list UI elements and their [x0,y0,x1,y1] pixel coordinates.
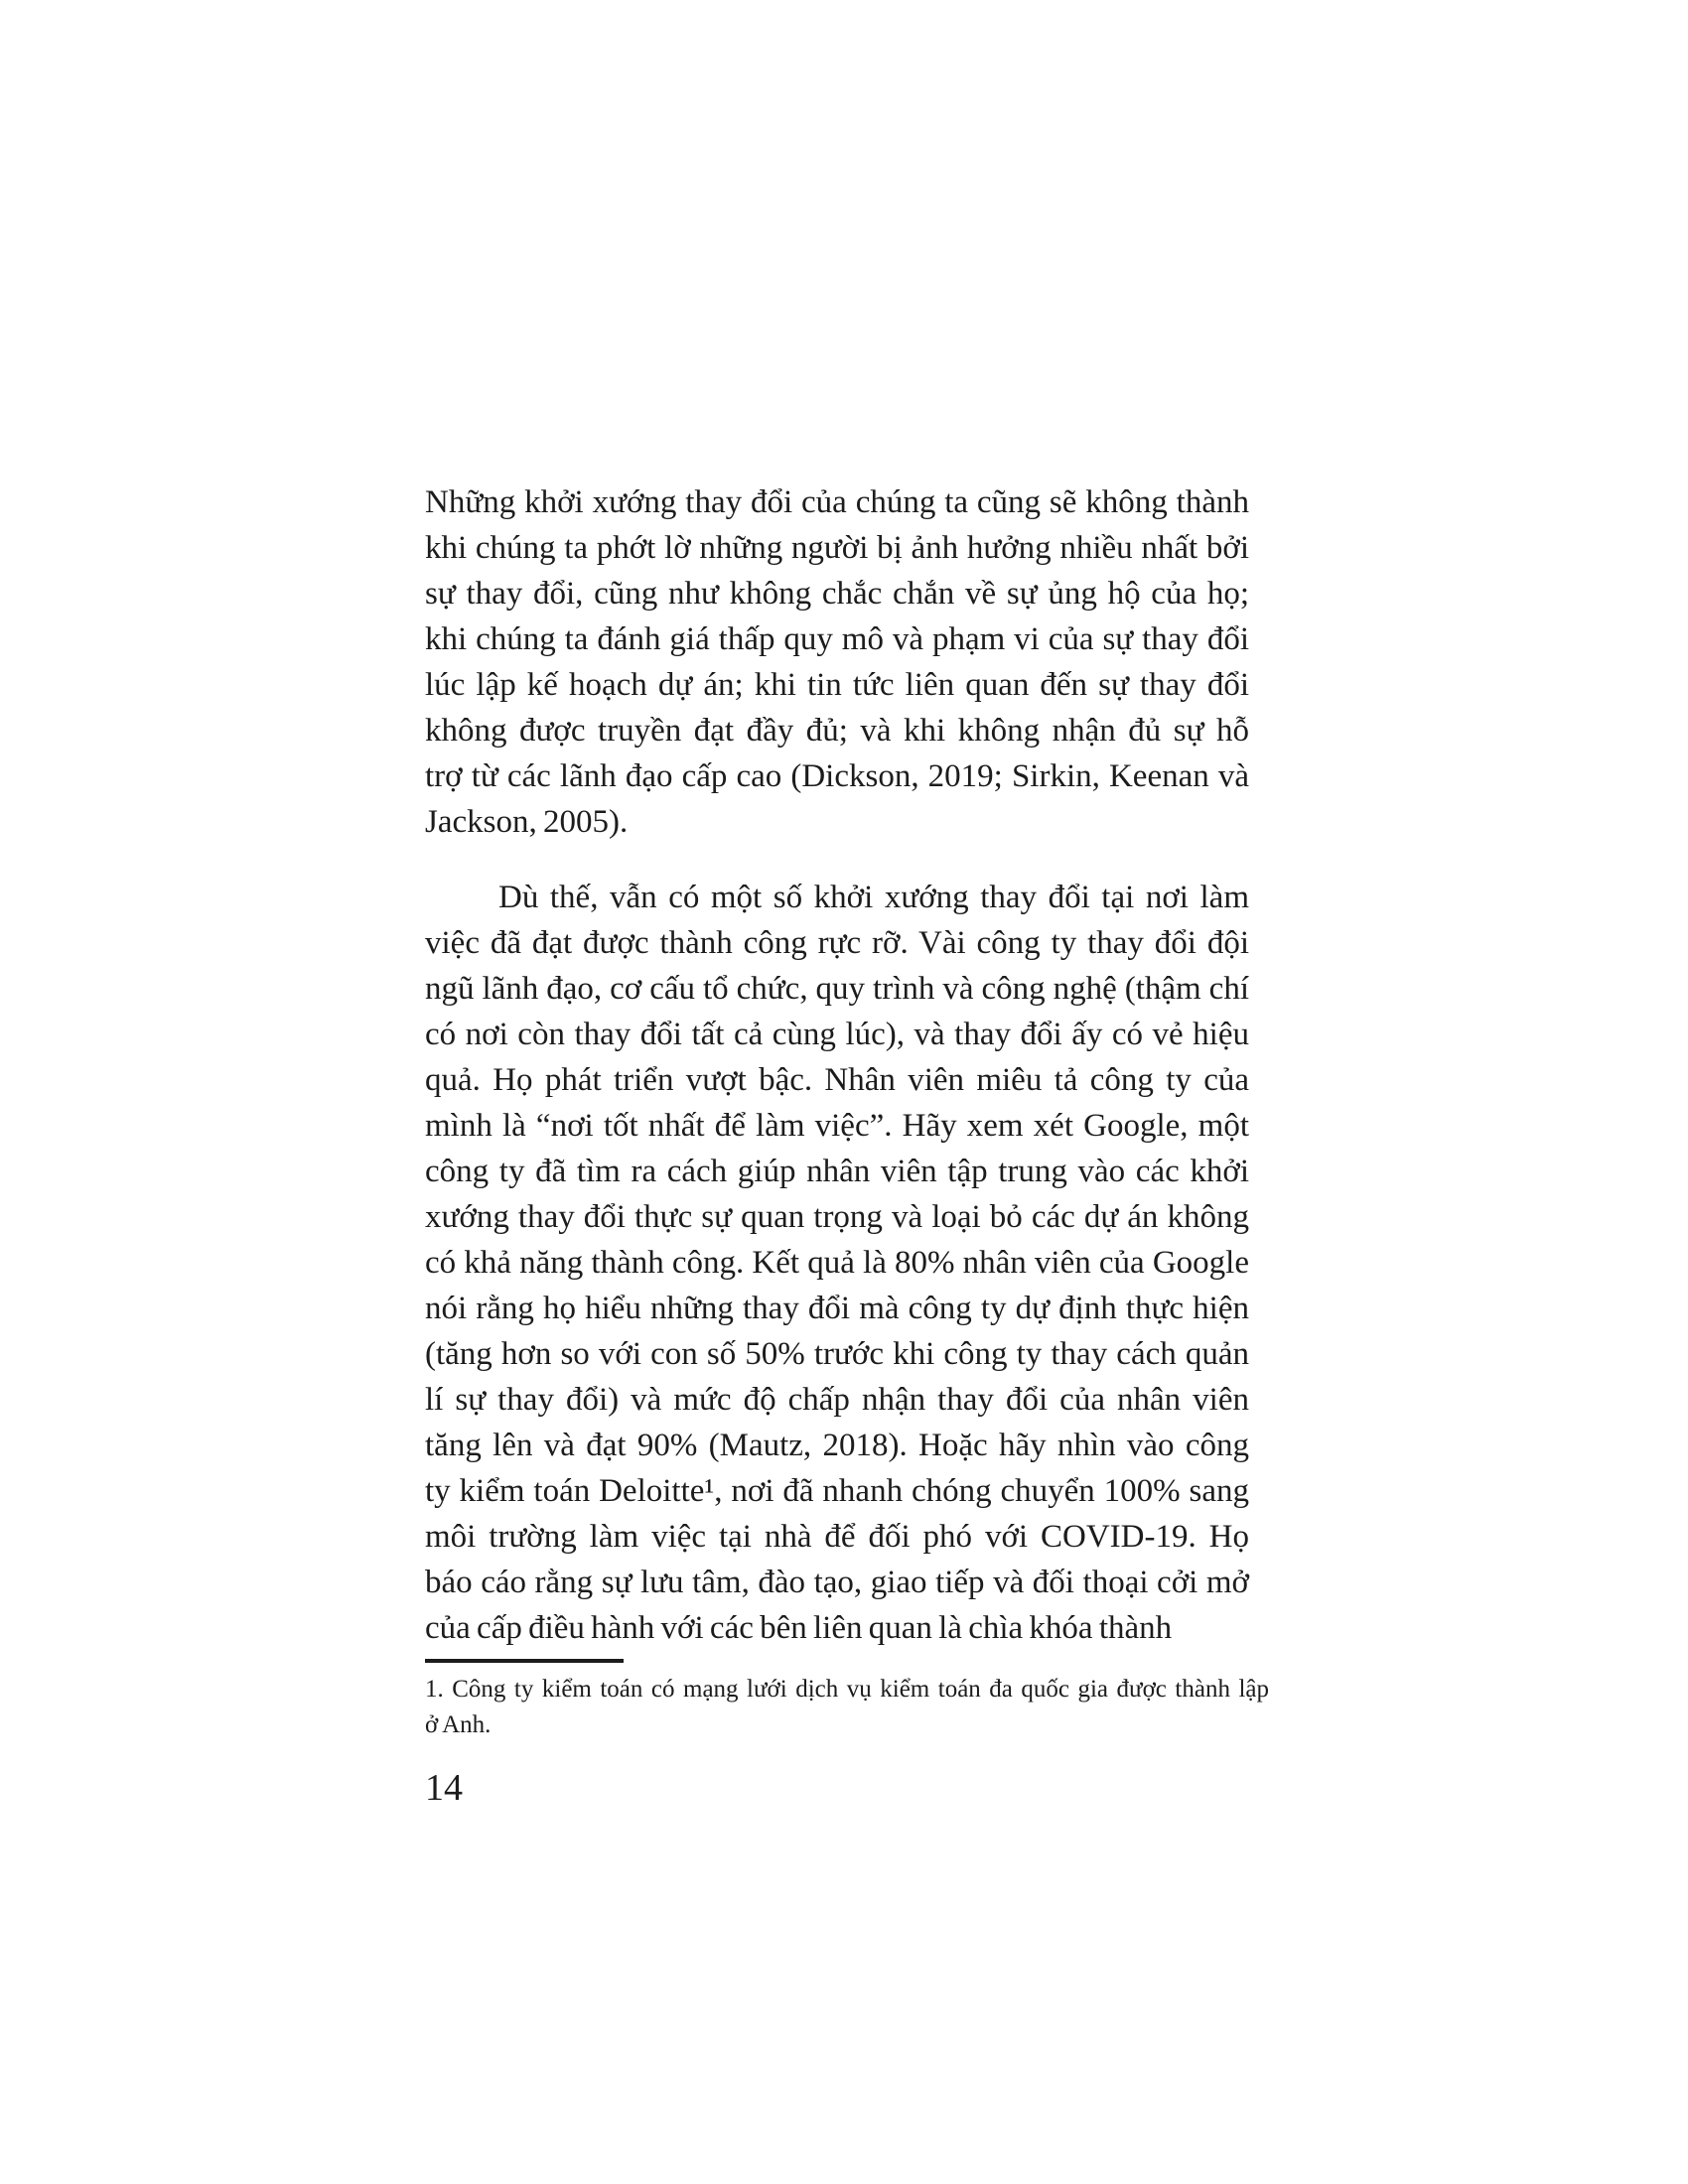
text-line: Jackson, 2005). [425,804,629,840]
footnote [425,1672,1269,1743]
text-line: Những khởi xướng thay đổi của chúng ta cũng sẽ không thành [425,484,1249,520]
text-line: quả. Họ phát triển vượt bậc. Nhân viên miêu tả công ty của [425,1062,1249,1098]
text-line: lí sự thay đổi) và mức độ chấp nhận thay đổi của nhân viên [425,1382,1249,1418]
text-line: có nơi còn thay đổi tất cả cùng lúc), và thay đổi ấy có vẻ hiệu [425,1017,1249,1052]
text-line: tăng lên và đạt 90% (Mautz, 2018). Hoặc hãy nhìn vào công [425,1428,1249,1463]
page-number: 14 [425,1767,463,1809]
text-line: xướng thay đổi thực sự quan trọng và loại bỏ các dự án không [425,1199,1249,1235]
text-line: việc đã đạt được thành công rực rỡ. Vài công ty thay đổi đội [425,925,1249,961]
text-line: 1. Công ty kiểm toán có mạng lưới dịch vụ kiểm toán đa quốc gia được thành lập [425,1676,1269,1703]
paragraph-1 [425,479,1249,845]
text-line: môi trường làm việc tại nhà để đối phó với COVID-19. Họ [425,1519,1249,1555]
text-line: sự thay đổi, cũng như không chắc chắn về sự ủng hộ của họ; [425,576,1249,612]
text-line: trợ từ các lãnh đạo cấp cao (Dickson, 2019; Sirkin, Keenan và [425,758,1249,794]
text-line: ty kiểm toán Deloitte¹, nơi đã nhanh chóng chuyển 100% sang [425,1473,1249,1509]
text-line: khi chúng ta đánh giá thấp quy mô và phạm vi của sự thay đổi [425,621,1249,657]
text-line: của cấp điều hành với các bên liên quan là chìa khóa thành [425,1610,1173,1646]
text-line: ở Anh. [425,1711,492,1738]
text-line: Dù thế, vẫn có một số khởi xướng thay đổi tại nơi làm [498,880,1249,915]
footnote-separator [425,1659,624,1663]
text-line: lúc lập kế hoạch dự án; khi tin tức liên quan đến sự thay đổi [425,667,1249,703]
text-line: ngũ lãnh đạo, cơ cấu tổ chức, quy trình và công nghệ (thậm chí [425,971,1249,1007]
text-line: khi chúng ta phớt lờ những người bị ảnh hưởng nhiều nhất bởi [425,530,1249,566]
text-line: (tăng hơn so với con số 50% trước khi công ty thay cách quản [425,1336,1249,1372]
text-line: báo cáo rằng sự lưu tâm, đào tạo, giao tiếp và đối thoại cởi mở [425,1565,1249,1600]
text-line: có khả năng thành công. Kết quả là 80% nhân viên của Google [425,1245,1249,1281]
text-line: mình là “nơi tốt nhất để làm việc”. Hãy xem xét Google, một [425,1108,1249,1144]
text-line: nói rằng họ hiểu những thay đổi mà công ty dự định thực hiện [425,1291,1249,1326]
paragraph-2 [425,875,1249,1651]
text-line: không được truyền đạt đầy đủ; và khi không nhận đủ sự hỗ [425,713,1249,749]
body-text [425,479,1269,1811]
text-line: công ty đã tìm ra cách giúp nhân viên tập trung vào các khởi [425,1154,1249,1189]
